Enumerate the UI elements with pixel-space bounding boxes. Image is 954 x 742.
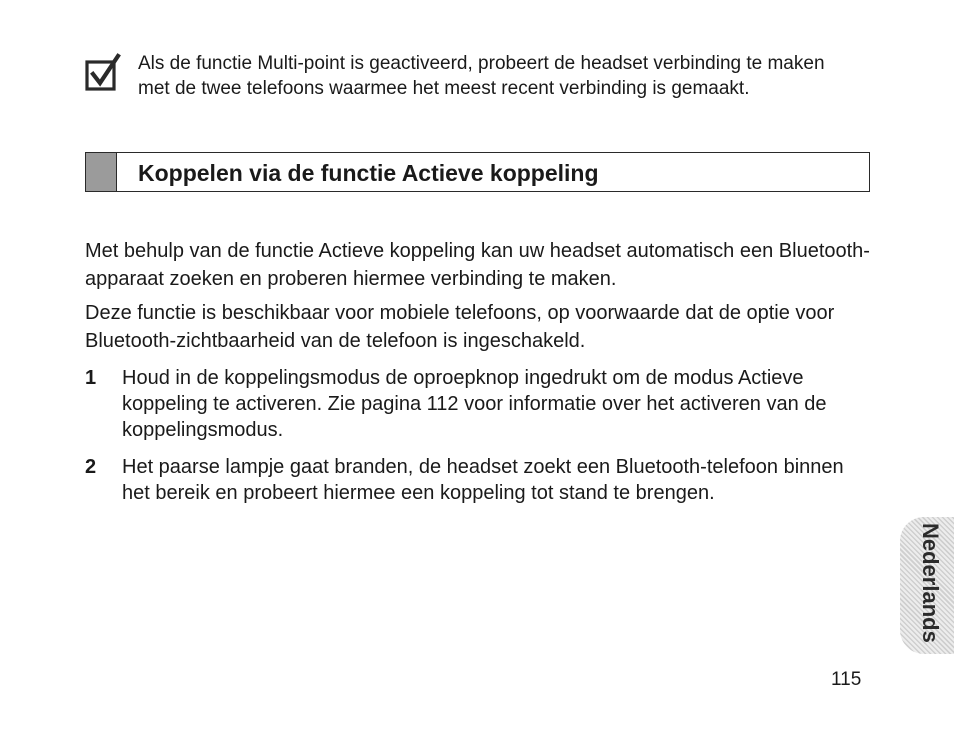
section-title: Koppelen via de functie Actieve koppeling (138, 160, 599, 186)
step-text: Het paarse lampje gaat branden, de headset zoekt een Bluetooth-telefoon binnen het bereik en probeert hiermee een koppeling tot stand te brengen. (122, 456, 844, 504)
list-item (85, 454, 875, 506)
page-number: 115 (831, 669, 862, 690)
heading-marker (86, 153, 117, 191)
step-text: Houd in de koppelingsmodus de oproepknop ingedrukt om de modus Actieve koppeling te activeren. Zie pagina 112 voor informatie over het activeren van de koppelingsmodus. (122, 367, 827, 441)
checkbox-check-icon (85, 53, 123, 91)
steps-list (85, 365, 875, 506)
paragraph: Deze functie is beschikbaar voor mobiele telefoons, op voorwaarde dat de optie voor Bluetooth-zichtbaarheid van de telefoon is ingeschakeld. (85, 302, 835, 352)
language-label: Nederlands (918, 523, 943, 643)
section-heading (85, 152, 870, 192)
language-tab (900, 517, 954, 654)
step-number: 1 (85, 367, 97, 389)
step-number: 2 (85, 456, 97, 478)
paragraph: Met behulp van de functie Actieve koppeling kan uw headset automatisch een Bluetooth-apparaat zoeken en proberen hiermee verbinding te maken. (85, 240, 870, 290)
list-item (85, 365, 875, 443)
main-content (85, 237, 875, 517)
note-text: Als de functie Multi-point is geactiveerd, probeert de headset verbinding te maken met de twee telefoons waarmee het meest recent verbinding is gemaakt. (138, 53, 825, 99)
